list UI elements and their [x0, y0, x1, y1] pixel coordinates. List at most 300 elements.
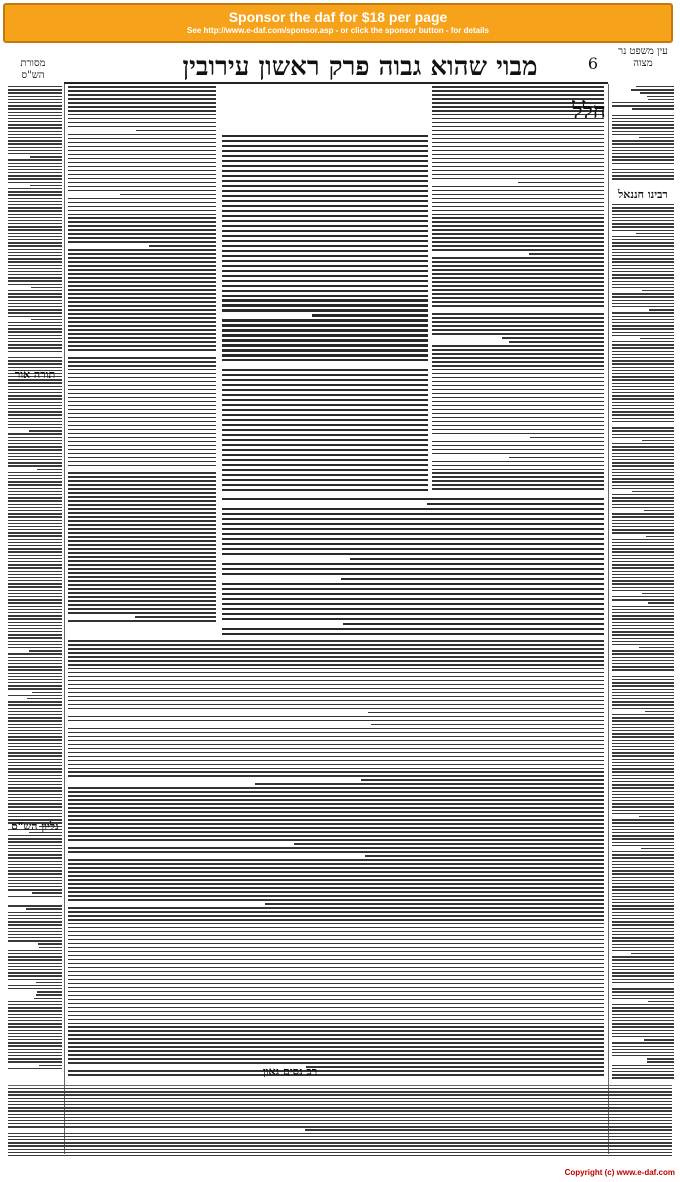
- text-line: [120, 194, 216, 196]
- text-line: [8, 615, 62, 616]
- text-line: [432, 385, 604, 387]
- text-line: [427, 503, 604, 505]
- text-line: [8, 701, 62, 702]
- text-line: [222, 299, 428, 301]
- text-line: [8, 1058, 62, 1059]
- text-line: [8, 220, 62, 221]
- text-line: [8, 1104, 672, 1105]
- text-line: [68, 357, 216, 359]
- text-line: [8, 873, 62, 874]
- text-line: [612, 625, 674, 626]
- text-line: [8, 478, 62, 479]
- text-line: [222, 205, 428, 207]
- text-line: [68, 512, 216, 514]
- text-line: [612, 220, 674, 221]
- text-line: [8, 567, 62, 568]
- text-line: [8, 233, 62, 234]
- text-line: [612, 287, 674, 288]
- text-line: [8, 749, 62, 750]
- text-line: [432, 353, 604, 355]
- text-line: [8, 462, 62, 463]
- text-line: [8, 411, 62, 412]
- text-line: [68, 277, 216, 279]
- text-line: [612, 140, 674, 141]
- text-line: [68, 1034, 604, 1036]
- text-line: [8, 854, 62, 855]
- text-line: [8, 290, 62, 291]
- text-line: [612, 1055, 674, 1056]
- text-line: [8, 1091, 672, 1092]
- text-line: [612, 768, 674, 769]
- text-line: [8, 395, 62, 396]
- text-line: [432, 465, 604, 467]
- text-line: [8, 284, 62, 285]
- gemara-main-text: [222, 135, 428, 495]
- text-line: [68, 233, 216, 235]
- text-line: [68, 198, 216, 200]
- text-line: [8, 870, 62, 871]
- text-line: [8, 363, 62, 364]
- text-line: [8, 446, 62, 447]
- text-line: [34, 998, 62, 999]
- text-line: [8, 475, 62, 476]
- text-line: [612, 351, 674, 352]
- text-line: [8, 880, 62, 881]
- text-line: [8, 265, 62, 266]
- text-line: [68, 265, 216, 267]
- text-line: [8, 711, 62, 712]
- text-line: [222, 538, 604, 540]
- text-line: [8, 985, 62, 986]
- text-line: [222, 474, 428, 476]
- text-line: [612, 800, 674, 801]
- text-line: [612, 485, 674, 486]
- text-line: [612, 612, 674, 613]
- text-line: [68, 305, 216, 307]
- text-line: [68, 983, 604, 985]
- text-line: [612, 239, 674, 240]
- text-line: [68, 401, 216, 403]
- text-line: [612, 717, 674, 718]
- text-line: [68, 469, 216, 471]
- text-line: [68, 532, 216, 534]
- text-line: [432, 214, 604, 216]
- text-line: [222, 434, 428, 436]
- text-line: [68, 791, 604, 793]
- text-line: [612, 268, 674, 269]
- text-line: [8, 717, 62, 718]
- text-line: [612, 465, 674, 466]
- text-line: [8, 335, 62, 336]
- text-line: [612, 934, 674, 935]
- text-line: [8, 548, 62, 549]
- text-line: [36, 982, 62, 983]
- text-line: [612, 548, 674, 549]
- text-line: [8, 1017, 62, 1018]
- text-line: [222, 608, 604, 610]
- ein-mishpat-column: [612, 86, 674, 182]
- text-line: [612, 545, 674, 546]
- text-line: [68, 568, 216, 570]
- text-line: [222, 533, 604, 535]
- text-line: [612, 555, 674, 556]
- text-line: [8, 551, 62, 552]
- text-line: [68, 939, 604, 941]
- text-line: [612, 873, 674, 874]
- text-line: [612, 367, 674, 368]
- text-line: [612, 411, 674, 412]
- text-line: [68, 963, 604, 965]
- text-line: [30, 185, 62, 186]
- text-line: [68, 915, 604, 917]
- text-line: [68, 429, 216, 431]
- text-line: [612, 131, 674, 132]
- text-line: [68, 253, 216, 255]
- text-line: [612, 373, 674, 374]
- text-line: [222, 414, 428, 416]
- text-line: [68, 708, 604, 710]
- text-line: [68, 716, 604, 718]
- text-line: [365, 855, 604, 857]
- text-line: [8, 443, 62, 444]
- text-line: [8, 488, 62, 489]
- text-line: [68, 349, 216, 351]
- text-line: [68, 94, 216, 96]
- text-line: [8, 300, 62, 301]
- text-line: [8, 685, 62, 686]
- text-line: [612, 784, 674, 785]
- rabbenu-chananel-column: [612, 204, 674, 1084]
- text-line: [68, 823, 604, 825]
- text-line: [68, 680, 604, 682]
- text-line: [8, 1033, 62, 1034]
- text-line: [8, 1007, 62, 1008]
- text-line: [646, 536, 674, 537]
- text-line: [529, 253, 604, 255]
- text-line: [222, 444, 428, 446]
- text-line: [222, 364, 428, 366]
- text-line: [612, 931, 674, 932]
- text-line: [8, 1094, 672, 1095]
- text-line: [68, 241, 216, 243]
- text-line: [8, 695, 62, 696]
- text-line: [432, 381, 604, 383]
- text-line: [68, 827, 604, 829]
- text-line: [612, 864, 674, 865]
- text-line: [612, 379, 674, 380]
- text-line: [612, 609, 674, 610]
- text-line: [612, 1036, 674, 1037]
- text-line: [37, 469, 62, 470]
- text-line: [8, 201, 62, 202]
- text-line: [222, 424, 428, 426]
- text-line: [68, 520, 216, 522]
- text-line: [8, 121, 62, 122]
- text-line: [8, 787, 62, 788]
- text-line: [68, 604, 216, 606]
- text-line: [612, 886, 674, 887]
- text-line: [612, 159, 674, 160]
- text-line: [8, 813, 62, 814]
- text-line: [350, 558, 604, 560]
- text-line: [222, 588, 604, 590]
- text-line: [612, 698, 674, 699]
- text-line: [612, 1033, 674, 1034]
- text-line: [68, 951, 604, 953]
- text-line: [612, 666, 674, 667]
- text-line: [8, 806, 62, 807]
- text-line: [612, 430, 674, 431]
- ein-mishpat-heading: עין משפט נר מצוה: [618, 46, 668, 69]
- text-line: [8, 755, 62, 756]
- text-line: [8, 309, 62, 310]
- text-line: [26, 908, 62, 909]
- text-line: [8, 1152, 672, 1153]
- text-line: [612, 778, 674, 779]
- text-line: [222, 374, 428, 376]
- text-line: [612, 306, 674, 307]
- text-line: [612, 854, 674, 855]
- text-line: [8, 459, 62, 460]
- text-line: [612, 118, 674, 119]
- text-line: [68, 875, 604, 877]
- text-line: [631, 953, 674, 954]
- text-line: [612, 567, 674, 568]
- text-line: [222, 518, 604, 520]
- text-line: [612, 692, 674, 693]
- text-line: [222, 324, 428, 326]
- text-line: [8, 325, 62, 326]
- text-line: [612, 657, 674, 658]
- text-line: [8, 765, 62, 766]
- text-line: [68, 214, 216, 216]
- text-line: [612, 720, 674, 721]
- text-line: [612, 147, 674, 148]
- text-line: [68, 373, 216, 375]
- text-line: [612, 252, 674, 253]
- text-line: [612, 755, 674, 756]
- text-line: [432, 488, 604, 490]
- text-line: [68, 313, 216, 315]
- text-line: [8, 979, 62, 980]
- text-line: [432, 174, 604, 176]
- text-line: [68, 186, 216, 188]
- text-line: [612, 516, 674, 517]
- text-line: [8, 972, 62, 973]
- text-line: [68, 572, 216, 574]
- text-line: [68, 752, 604, 754]
- text-line: [222, 150, 428, 152]
- text-line: [612, 112, 674, 113]
- text-line: [8, 194, 62, 195]
- text-line: [8, 988, 62, 989]
- text-line: [612, 242, 674, 243]
- text-line: [8, 928, 62, 929]
- text-line: [612, 446, 674, 447]
- text-line: [8, 542, 62, 543]
- text-line: [8, 1098, 672, 1099]
- text-line: [68, 249, 216, 251]
- text-line: [612, 810, 674, 811]
- text-line: [8, 596, 62, 597]
- text-line: [222, 334, 428, 336]
- text-line: [612, 714, 674, 715]
- text-line: [612, 1071, 674, 1072]
- text-line: [68, 122, 216, 124]
- text-line: [68, 333, 216, 335]
- text-line: [612, 695, 674, 696]
- text-line: [222, 290, 428, 292]
- text-line: [8, 950, 62, 951]
- text-line: [68, 461, 216, 463]
- text-line: [222, 319, 428, 321]
- text-line: [8, 688, 62, 689]
- text-line: [222, 454, 428, 456]
- left-margin-rule: [64, 84, 65, 1154]
- text-line: [612, 523, 674, 524]
- text-line: [8, 653, 62, 654]
- text-line: [68, 851, 604, 853]
- text-line: [612, 803, 674, 804]
- text-line: [68, 640, 604, 642]
- text-line: [612, 819, 674, 820]
- text-line: [222, 225, 428, 227]
- text-line: [8, 277, 62, 278]
- text-line: [612, 727, 674, 728]
- text-line: [222, 145, 428, 147]
- text-line: [8, 1055, 62, 1056]
- text-line: [612, 245, 674, 246]
- sponsor-details-link[interactable]: See http://www.e-daf.com/sponsor.asp - or click the sponsor button - for details: [187, 26, 489, 35]
- text-line: [68, 736, 604, 738]
- text-line: [8, 520, 62, 521]
- text-line: [68, 269, 216, 271]
- text-line: [222, 270, 428, 272]
- text-line: [432, 301, 604, 303]
- text-line: [68, 393, 216, 395]
- text-line: [612, 328, 674, 329]
- text-line: [68, 704, 604, 706]
- text-line: [432, 421, 604, 423]
- text-line: [612, 963, 674, 964]
- text-line: [432, 158, 604, 160]
- text-line: [8, 532, 62, 533]
- text-line: [8, 427, 62, 428]
- text-line: [612, 845, 674, 846]
- text-line: [68, 365, 216, 367]
- text-line: [8, 682, 62, 683]
- text-line: [8, 140, 62, 141]
- text-line: [432, 178, 604, 180]
- text-line: [8, 131, 62, 132]
- text-line: [68, 987, 604, 989]
- text-line: [612, 1077, 674, 1078]
- text-line: [68, 596, 216, 598]
- text-line: [8, 418, 62, 419]
- text-line: [68, 863, 604, 865]
- text-line: [68, 457, 216, 459]
- text-line: [612, 293, 674, 294]
- text-line: [8, 456, 62, 457]
- text-line: [68, 899, 604, 901]
- text-line: [612, 896, 674, 897]
- text-line: [432, 309, 604, 311]
- text-line: [68, 664, 604, 666]
- text-line: [37, 991, 62, 992]
- text-line: [612, 682, 674, 683]
- text-line: [8, 229, 62, 230]
- text-line: [312, 314, 428, 316]
- text-line: [68, 86, 216, 88]
- sponsor-banner[interactable]: [3, 3, 673, 43]
- text-line: [8, 303, 62, 304]
- text-line: [612, 781, 674, 782]
- text-line: [612, 542, 674, 543]
- text-line: [432, 261, 604, 263]
- text-line: [8, 622, 62, 623]
- text-line: [68, 472, 216, 474]
- text-line: [647, 1058, 674, 1059]
- text-line: [8, 720, 62, 721]
- text-line: [432, 480, 604, 482]
- text-line: [612, 689, 674, 690]
- text-line: [432, 198, 604, 200]
- text-line: [222, 140, 428, 142]
- text-line: [612, 870, 674, 871]
- text-line: [68, 979, 604, 981]
- text-line: [8, 580, 62, 581]
- text-line: [612, 300, 674, 301]
- text-line: [8, 902, 62, 903]
- text-line: [612, 599, 674, 600]
- text-line: [222, 185, 428, 187]
- text-line: [612, 236, 674, 237]
- text-line: [8, 835, 62, 836]
- text-line: [612, 762, 674, 763]
- text-line: [222, 280, 428, 282]
- text-line: [8, 271, 62, 272]
- text-line: [68, 90, 216, 92]
- text-line: [612, 775, 674, 776]
- text-line: [432, 130, 604, 132]
- text-line: [222, 439, 428, 441]
- text-line: [612, 121, 674, 122]
- text-line: [8, 599, 62, 600]
- text-line: [612, 261, 674, 262]
- text-line: [612, 826, 674, 827]
- text-line: [432, 445, 604, 447]
- text-line: [8, 975, 62, 976]
- text-line: [612, 787, 674, 788]
- text-line: [612, 551, 674, 552]
- text-line: [68, 684, 604, 686]
- text-line: [432, 170, 604, 172]
- text-line: [222, 220, 428, 222]
- text-line: [432, 281, 604, 283]
- text-line: [612, 395, 674, 396]
- text-line: [612, 944, 674, 945]
- text-line: [68, 660, 604, 662]
- text-line: [222, 469, 428, 471]
- text-line: [68, 871, 604, 873]
- text-line: [68, 1007, 604, 1009]
- text-line: [8, 775, 62, 776]
- text-line: [222, 135, 428, 137]
- text-line: [8, 810, 62, 811]
- text-line: [612, 478, 674, 479]
- text-line: [68, 496, 216, 498]
- text-line: [222, 245, 428, 247]
